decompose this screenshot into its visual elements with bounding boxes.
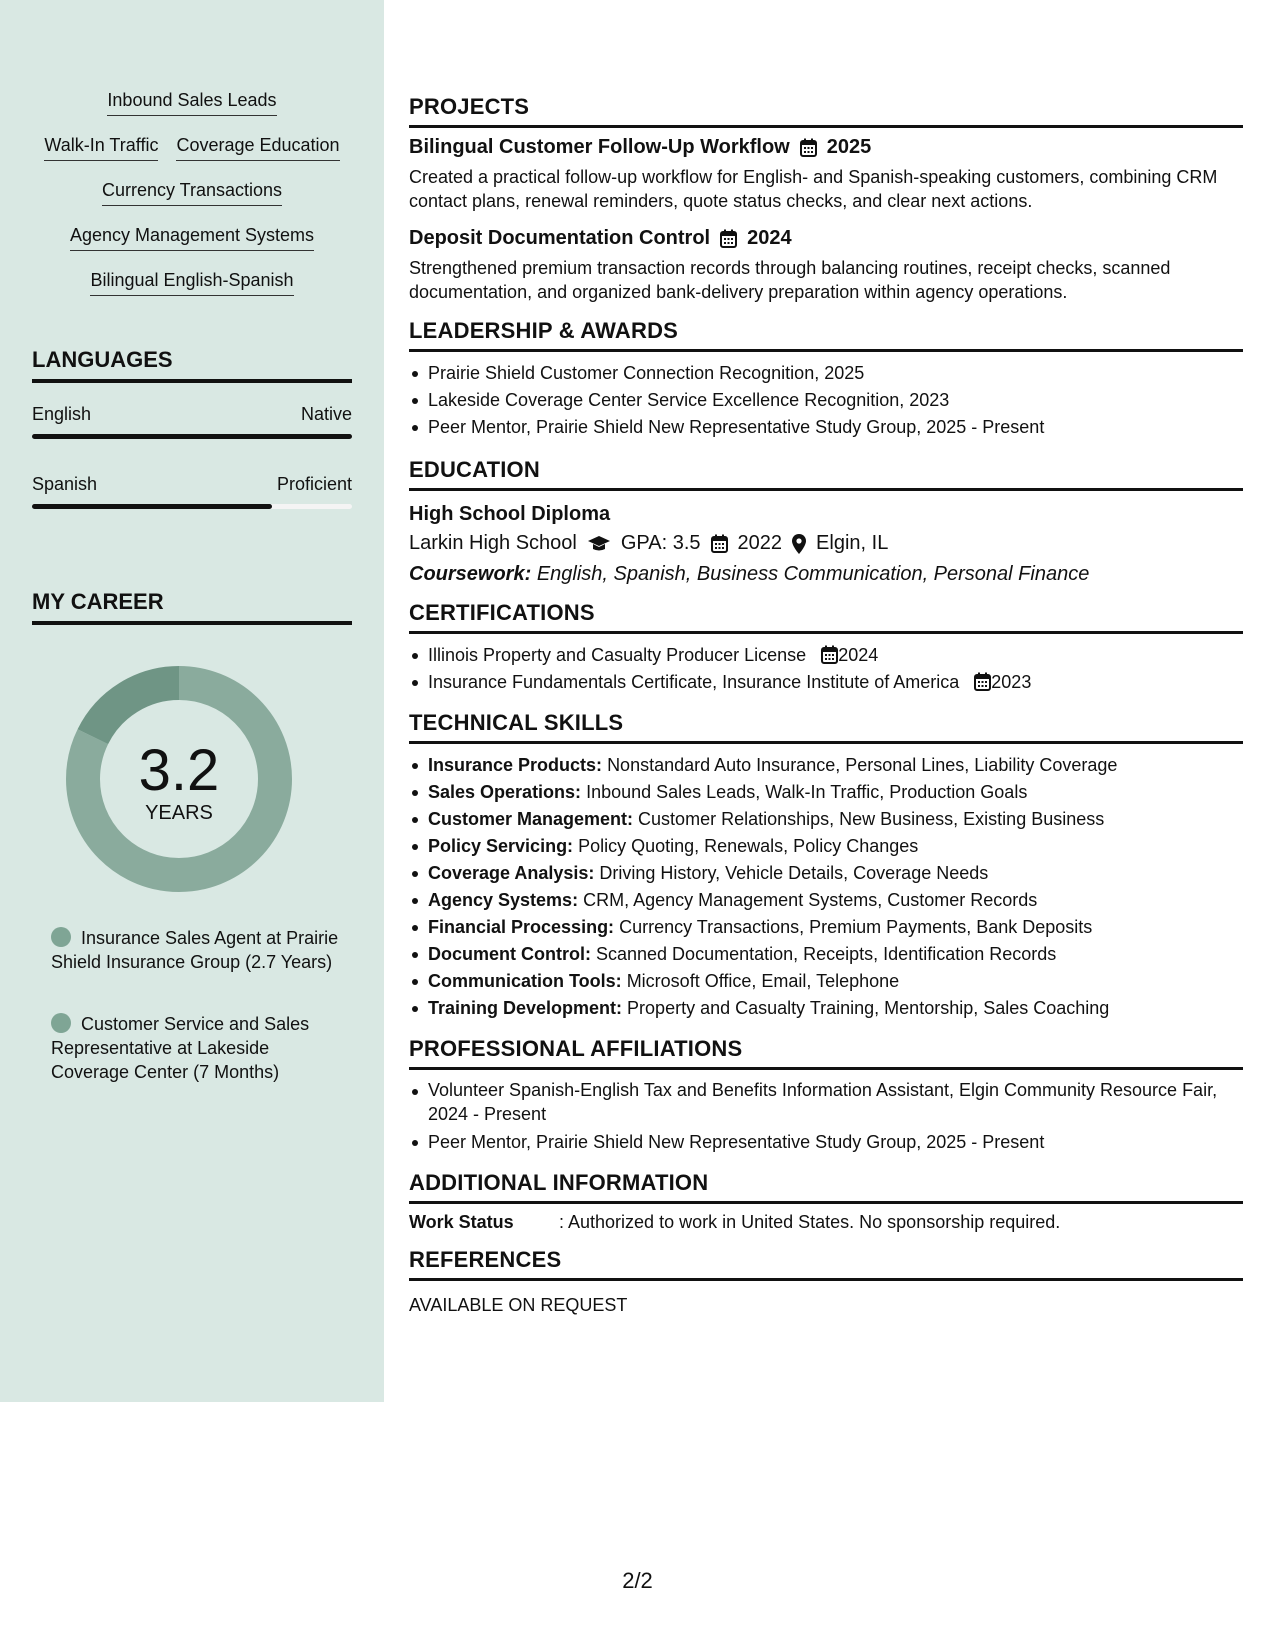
project-name: Bilingual Customer Follow-Up Workflow — [409, 136, 790, 158]
career-item — [51, 1012, 341, 1084]
project-year: 2024 — [747, 227, 792, 249]
skill-value: Policy Quoting, Renewals, Policy Changes — [578, 836, 919, 856]
language-bar-fill — [32, 434, 352, 439]
leadership-heading: LEADERSHIP & AWARDS — [409, 318, 1243, 352]
technical-skills-heading: TECHNICAL SKILLS — [409, 710, 1243, 744]
calendar-icon — [800, 138, 817, 157]
skill-value: Scanned Documentation, Receipts, Identification Records — [596, 944, 1057, 964]
work-status-value: : Authorized to work in United States. No sponsorship required. — [559, 1212, 1061, 1232]
work-status-label: Work Status — [409, 1212, 514, 1232]
list-item: Volunteer Spanish-English Tax and Benefits Information Assistant, Elgin Community Resource Fair, 2024 - Present — [409, 1078, 1243, 1126]
affiliations-heading: PROFESSIONAL AFFILIATIONS — [409, 1036, 1243, 1070]
skill-value: Driving History, Vehicle Details, Coverage Needs — [599, 863, 989, 883]
certifications-section — [409, 600, 1243, 696]
education-details — [409, 532, 1243, 555]
education-coursework — [409, 563, 1243, 586]
list-item — [409, 968, 1243, 995]
list-item: Prairie Shield Customer Connection Recognition, 2025 — [409, 360, 1243, 387]
list-item — [409, 669, 1243, 696]
career-heading: MY CAREER — [32, 589, 352, 625]
list-item — [409, 806, 1243, 833]
skill-value: Inbound Sales Leads, Walk-In Traffic, Production Goals — [586, 782, 1028, 802]
project-year: 2025 — [826, 136, 872, 158]
list-item — [409, 779, 1243, 806]
list-item — [409, 941, 1243, 968]
work-status-row — [409, 1212, 1243, 1233]
skill-tag-row — [0, 88, 384, 116]
skill-tag-row — [0, 268, 384, 296]
page-number: 2/2 — [622, 1568, 653, 1593]
projects-section — [409, 94, 1243, 304]
skill-label: Communication Tools: — [428, 971, 622, 991]
education-year: 2022 — [737, 532, 783, 554]
skill-tag: Currency Transactions — [102, 178, 282, 206]
list-item: Peer Mentor, Prairie Shield New Representative Study Group, 2025 - Present — [409, 414, 1243, 441]
coursework-label: Coursework: — [409, 563, 532, 585]
education-location: Elgin, IL — [816, 532, 889, 554]
list-item — [409, 995, 1243, 1022]
career-item-text: Customer Service and Sales Representative at Lakeside Coverage Center (7 Months) — [51, 1014, 310, 1082]
skill-label: Financial Processing: — [428, 917, 615, 937]
career-unit: YEARS — [145, 802, 213, 824]
calendar-icon — [974, 672, 991, 691]
language-bar-fill — [32, 504, 272, 509]
education-gpa: GPA: 3.5 — [620, 532, 701, 554]
skill-value: Microsoft Office, Email, Telephone — [626, 971, 900, 991]
skill-label: Agency Systems: — [428, 890, 579, 910]
project-title — [409, 136, 1243, 159]
graduation-cap-icon — [587, 535, 611, 553]
technical-skills-list — [409, 752, 1243, 1022]
skill-tag: Coverage Education — [176, 133, 339, 161]
project-description: Created a practical follow-up workflow for English- and Spanish-speaking customers, combining CRM contact plans, renewal reminders, quote status checks, and clear next actions. — [409, 167, 1218, 211]
additional-section — [409, 1170, 1243, 1233]
list-item: Lakeside Coverage Center Service Excellence Recognition, 2023 — [409, 387, 1243, 414]
cert-name: Insurance Fundamentals Certificate, Insurance Institute of America — [428, 672, 960, 692]
leadership-list — [409, 360, 1243, 441]
references-text: AVAILABLE ON REQUEST — [409, 1295, 628, 1315]
education-section — [409, 457, 1243, 586]
certifications-heading: CERTIFICATIONS — [409, 600, 1243, 634]
skill-value: Customer Relationships, New Business, Existing Business — [638, 809, 1105, 829]
bullet-dot-icon — [51, 927, 71, 947]
projects-heading: PROJECTS — [409, 94, 1243, 128]
skill-value: Property and Casualty Training, Mentorship, Sales Coaching — [627, 998, 1110, 1018]
cert-year: 2023 — [991, 672, 1032, 692]
list-item — [409, 642, 1243, 669]
language-row — [32, 404, 352, 425]
leadership-section — [409, 318, 1243, 441]
list-item — [409, 887, 1243, 914]
career-item-text: Insurance Sales Agent at Prairie Shield Insurance Group (2.7 Years) — [51, 928, 339, 972]
calendar-icon — [711, 534, 728, 553]
location-pin-icon — [792, 534, 806, 554]
language-level: Proficient — [276, 474, 352, 494]
references-section — [409, 1247, 1243, 1316]
skill-label: Policy Servicing: — [428, 836, 574, 856]
list-item: Peer Mentor, Prairie Shield New Representative Study Group, 2025 - Present — [409, 1129, 1243, 1156]
affiliations-section — [409, 1036, 1243, 1156]
calendar-icon — [720, 229, 737, 248]
languages-heading: LANGUAGES — [32, 347, 352, 383]
skill-tag-row — [0, 178, 384, 206]
career-total: 3.2 — [138, 738, 220, 803]
list-item — [409, 833, 1243, 860]
project-name: Deposit Documentation Control — [409, 227, 711, 249]
list-item — [409, 860, 1243, 887]
main-content — [409, 0, 1243, 1326]
skill-tag: Bilingual English-Spanish — [90, 268, 293, 296]
skill-label: Coverage Analysis: — [428, 863, 595, 883]
skill-value: CRM, Agency Management Systems, Customer Records — [583, 890, 1038, 910]
skill-value: Currency Transactions, Premium Payments, Bank Deposits — [619, 917, 1093, 937]
skill-tag-row — [0, 223, 384, 251]
skill-label: Sales Operations: — [428, 782, 582, 802]
bullet-dot-icon — [51, 1013, 71, 1033]
list-item — [409, 914, 1243, 941]
skill-label: Insurance Products: — [428, 755, 603, 775]
technical-skills-section — [409, 710, 1243, 1022]
language-bar — [32, 504, 352, 509]
skill-tag: Inbound Sales Leads — [107, 88, 276, 116]
project-title — [409, 227, 1243, 250]
language-name: English — [32, 404, 92, 424]
education-heading: EDUCATION — [409, 457, 1243, 491]
additional-heading: ADDITIONAL INFORMATION — [409, 1170, 1243, 1204]
language-row — [32, 474, 352, 495]
skill-value: Nonstandard Auto Insurance, Personal Lines, Liability Coverage — [607, 755, 1118, 775]
career-donut-chart — [66, 666, 292, 892]
skill-label: Document Control: — [428, 944, 591, 964]
calendar-icon — [821, 645, 838, 664]
language-level: Native — [300, 404, 352, 424]
project-description: Strengthened premium transaction records through balancing routines, receipt checks, scanned documentation, and organized bank-delivery preparation within agency operations. — [409, 258, 1171, 302]
references-heading: REFERENCES — [409, 1247, 1243, 1281]
career-item — [51, 926, 341, 974]
skill-label: Training Development: — [428, 998, 623, 1018]
sidebar — [0, 0, 384, 1402]
cert-name: Illinois Property and Casualty Producer License — [428, 645, 807, 665]
list-item — [409, 752, 1243, 779]
skill-label: Customer Management: — [428, 809, 634, 829]
skill-tag: Walk-In Traffic — [44, 133, 158, 161]
skill-tag-row — [0, 133, 384, 161]
cert-year: 2024 — [838, 645, 879, 665]
language-bar — [32, 434, 352, 439]
certifications-list — [409, 642, 1243, 696]
affiliations-list — [409, 1078, 1243, 1156]
language-name: Spanish — [32, 474, 98, 494]
skill-tag: Agency Management Systems — [70, 223, 314, 251]
education-school: Larkin High School — [409, 532, 577, 554]
education-degree: High School Diploma — [409, 503, 611, 525]
coursework-value: English, Spanish, Business Communication, Personal Finance — [536, 563, 1090, 585]
